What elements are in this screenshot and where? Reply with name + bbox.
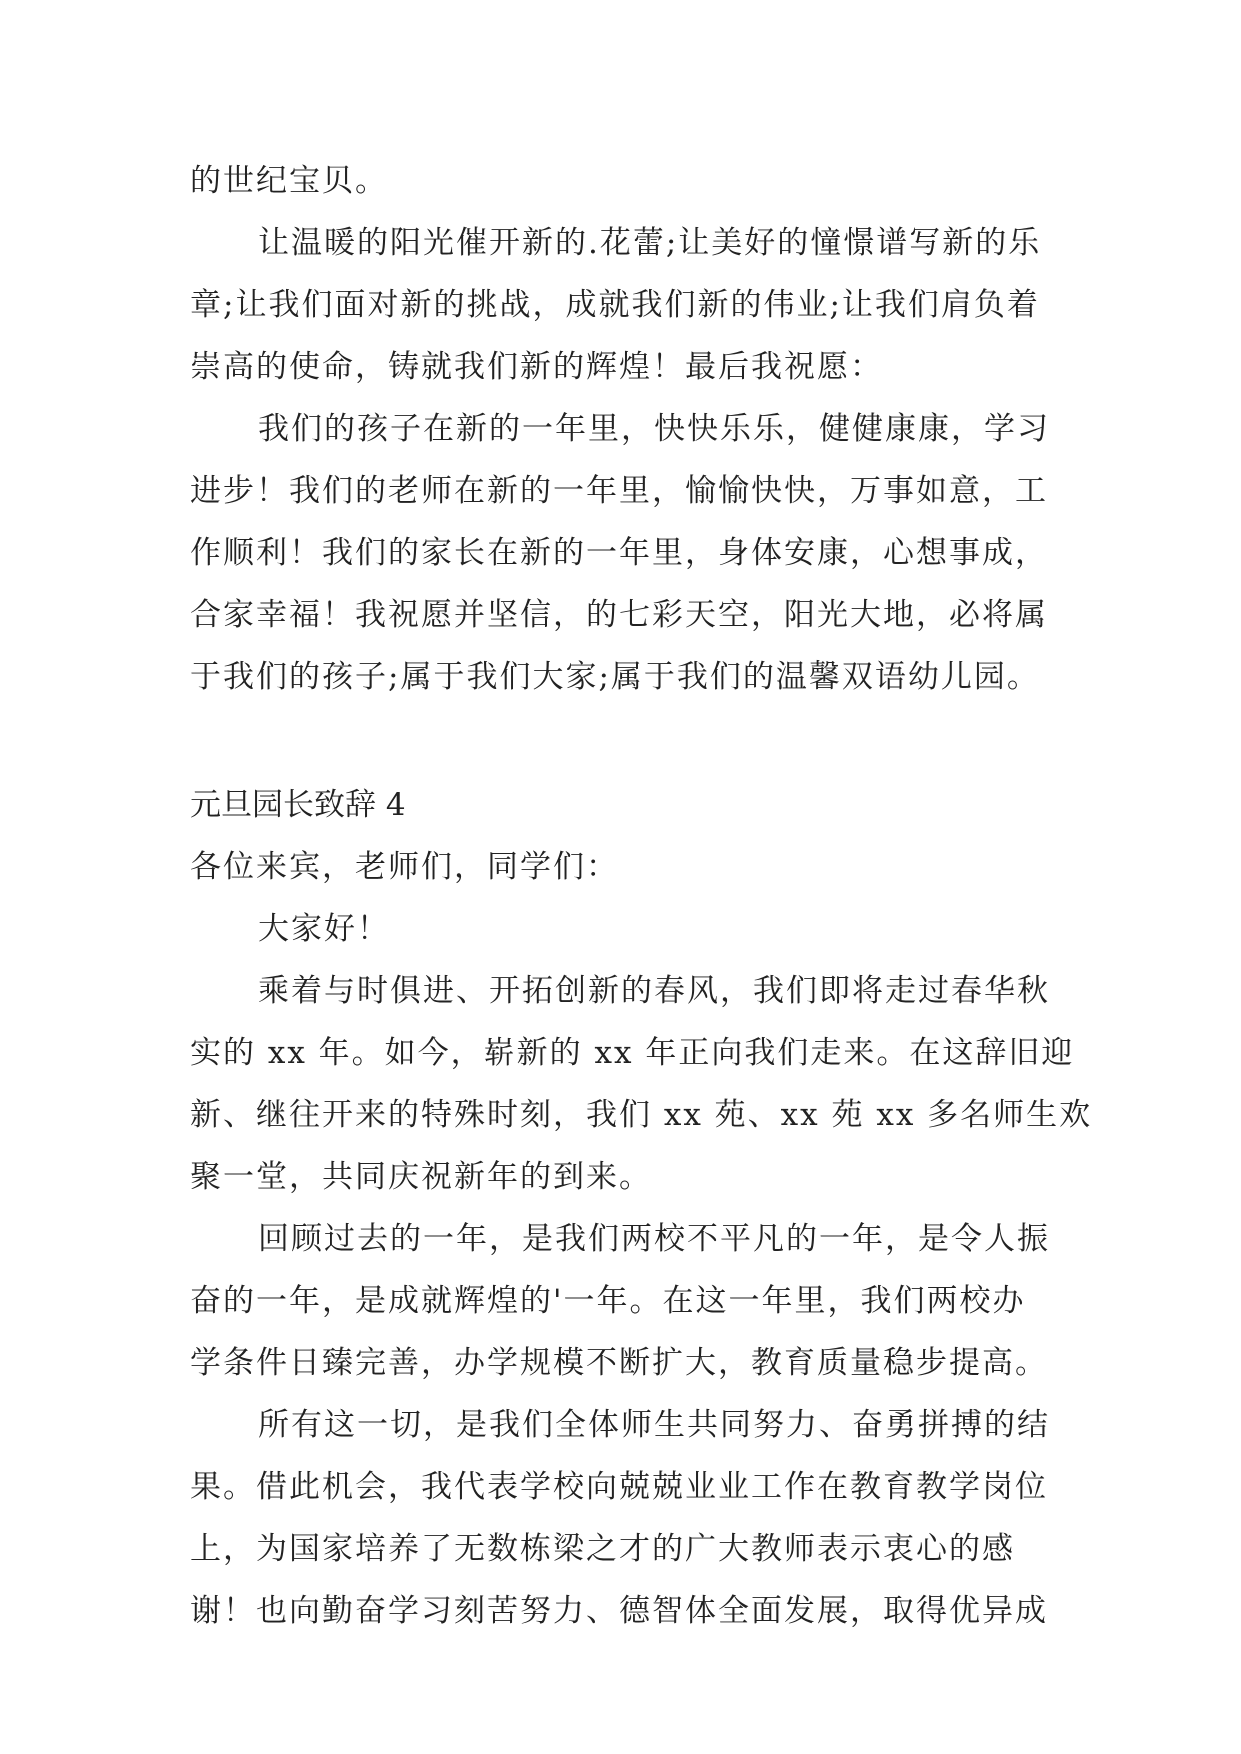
text-line: 章;让我们面对新的挑战，成就我们新的伟业;让我们肩负着 xyxy=(190,287,1040,323)
text-line: 于我们的孩子;属于我们大家;属于我们的温馨双语幼儿园。 xyxy=(190,659,1040,695)
section-title: 元旦园长致辞 4 xyxy=(190,787,406,823)
text-line: 谢！也向勤奋学习刻苦努力、德智体全面发展，取得优异成 xyxy=(190,1593,1048,1629)
text-line: 合家幸福！我祝愿并坚信，的七彩天空，阳光大地，必将属 xyxy=(190,597,1048,633)
text-line: 新、继往开来的特殊时刻，我们 xx 苑、xx 苑 xx 多名师生欢 xyxy=(190,1097,1093,1133)
text-line: 让温暖的阳光催开新的.花蕾;让美好的憧憬谱写新的乐 xyxy=(258,225,1042,261)
salutation-line: 各位来宾，老师们，同学们： xyxy=(190,849,619,885)
text-line: 作顺利！我们的家长在新的一年里，身体安康，心想事成， xyxy=(190,535,1048,571)
text-line: 崇高的使命，铸就我们新的辉煌！最后我祝愿： xyxy=(190,349,883,385)
text-line: 我们的孩子在新的一年里，快快乐乐，健健康康，学习 xyxy=(258,411,1050,447)
greeting-line: 大家好！ xyxy=(258,911,390,947)
text-line: 实的 xx 年。如今，崭新的 xx 年正向我们走来。在这辞旧迎 xyxy=(190,1035,1075,1071)
text-line: 回顾过去的一年，是我们两校不平凡的一年，是令人振 xyxy=(258,1221,1050,1257)
text-line: 所有这一切，是我们全体师生共同努力、奋勇拼搏的结 xyxy=(258,1407,1050,1443)
text-line: 学条件日臻完善，办学规模不断扩大，教育质量稳步提高。 xyxy=(190,1345,1048,1381)
text-line: 上，为国家培养了无数栋梁之才的广大教师表示衷心的感 xyxy=(190,1531,1015,1567)
text-line: 进步！我们的老师在新的一年里，愉愉快快，万事如意，工 xyxy=(190,473,1048,509)
document-page xyxy=(190,150,1093,1642)
text-line: 的世纪宝贝。 xyxy=(190,163,388,199)
text-line: 果。借此机会，我代表学校向兢兢业业工作在教育教学岗位 xyxy=(190,1469,1048,1505)
text-line: 乘着与时俱进、开拓创新的春风，我们即将走过春华秋 xyxy=(258,973,1050,1009)
text-line: 奋的一年，是成就辉煌的'一年。在这一年里，我们两校办 xyxy=(190,1283,1026,1319)
text-line: 聚一堂，共同庆祝新年的到来。 xyxy=(190,1159,652,1195)
